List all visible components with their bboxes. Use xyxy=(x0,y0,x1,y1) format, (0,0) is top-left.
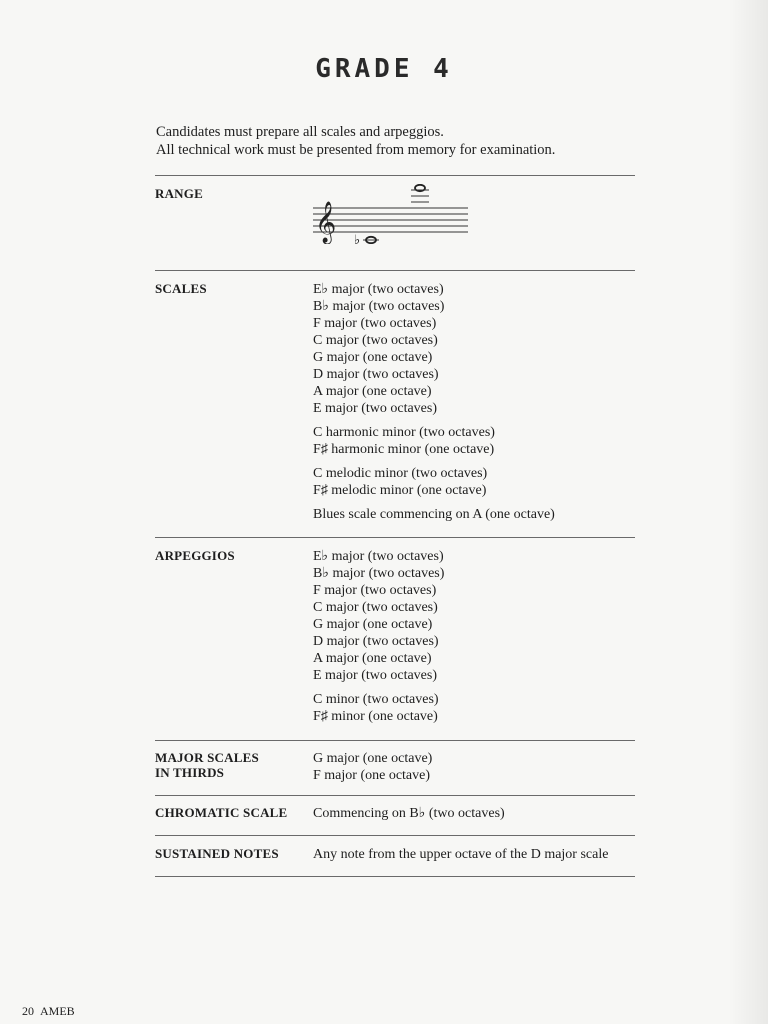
scale-item: F major (two octaves) xyxy=(313,316,437,331)
scale-item: G major (one octave) xyxy=(313,350,433,365)
publisher-name: AMEB xyxy=(40,1004,75,1018)
thirds-label-line: MAJOR SCALES xyxy=(155,750,259,765)
page-footer xyxy=(22,1004,81,1019)
scales-group-major xyxy=(313,281,555,417)
scale-item: C major (two octaves) xyxy=(313,333,438,348)
arpeggio-item: F♯ minor (one octave) xyxy=(313,709,438,724)
sustained-text: Any note from the upper octave of the D major scale xyxy=(313,847,609,862)
arpeggio-item: C major (two octaves) xyxy=(313,600,438,615)
arpeggio-item: F major (two octaves) xyxy=(313,583,437,598)
arpeggio-item: A major (one octave) xyxy=(313,651,432,666)
divider xyxy=(155,835,635,836)
arpeggio-item: B♭ major (two octaves) xyxy=(313,566,445,581)
thirds-list xyxy=(313,750,432,784)
scale-item: B♭ major (two octaves) xyxy=(313,299,445,314)
scale-item: E♭ major (two octaves) xyxy=(313,282,444,297)
arpeggio-item: C minor (two octaves) xyxy=(313,692,439,707)
intro-text xyxy=(156,123,555,159)
arpeggios-list xyxy=(313,548,444,732)
divider xyxy=(155,795,635,796)
arpeggio-item: E major (two octaves) xyxy=(313,668,438,683)
intro-line: All technical work must be presented from memory for examination. xyxy=(156,142,556,158)
range-label: RANGE xyxy=(155,186,203,201)
sustained-label: SUSTAINED NOTES xyxy=(155,846,279,861)
arpeggio-item: D major (two octaves) xyxy=(313,634,439,649)
divider xyxy=(155,537,635,538)
scale-item: D major (two octaves) xyxy=(313,367,439,382)
thirds-item: F major (one octave) xyxy=(313,768,431,783)
thirds-item: G major (one octave) xyxy=(313,751,433,766)
page-number: 20 xyxy=(22,1004,34,1018)
flat-sign-icon: ♭ xyxy=(354,233,361,244)
chromatic-label: CHROMATIC SCALE xyxy=(155,805,288,820)
divider xyxy=(155,270,635,271)
page-title: GRADE 4 xyxy=(315,54,453,84)
scale-item: C harmonic minor (two octaves) xyxy=(313,425,495,440)
scale-item: Blues scale commencing on A (one octave) xyxy=(313,507,555,522)
scales-label: SCALES xyxy=(155,281,207,296)
scale-item: A major (one octave) xyxy=(313,384,432,399)
arpeggio-item: G major (one octave) xyxy=(313,617,433,632)
intro-line: Candidates must prepare all scales and arpeggios. xyxy=(156,124,444,140)
page-edge-shadow xyxy=(728,0,768,1024)
thirds-label-line: IN THIRDS xyxy=(155,765,225,780)
scale-item: F♯ melodic minor (one octave) xyxy=(313,483,487,498)
divider xyxy=(155,175,635,176)
scales-group-harmonic-minor xyxy=(313,424,555,458)
arpeggios-group-minor xyxy=(313,691,444,725)
divider xyxy=(155,876,635,877)
scale-item: C melodic minor (two octaves) xyxy=(313,466,488,481)
divider xyxy=(155,740,635,741)
arpeggio-item: E♭ major (two octaves) xyxy=(313,549,444,564)
range-staff-notation xyxy=(313,184,473,244)
chromatic-text: Commencing on B♭ (two octaves) xyxy=(313,806,505,821)
scales-group-blues xyxy=(313,506,555,523)
treble-clef-icon: 𝄞 xyxy=(315,202,337,243)
scales-list xyxy=(313,281,555,530)
arpeggios-label: ARPEGGIOS xyxy=(155,548,235,563)
arpeggios-group-major xyxy=(313,548,444,684)
thirds-label xyxy=(155,750,259,780)
scale-item: F♯ harmonic minor (one octave) xyxy=(313,442,495,457)
scale-item: E major (two octaves) xyxy=(313,401,438,416)
scales-group-melodic-minor xyxy=(313,465,555,499)
